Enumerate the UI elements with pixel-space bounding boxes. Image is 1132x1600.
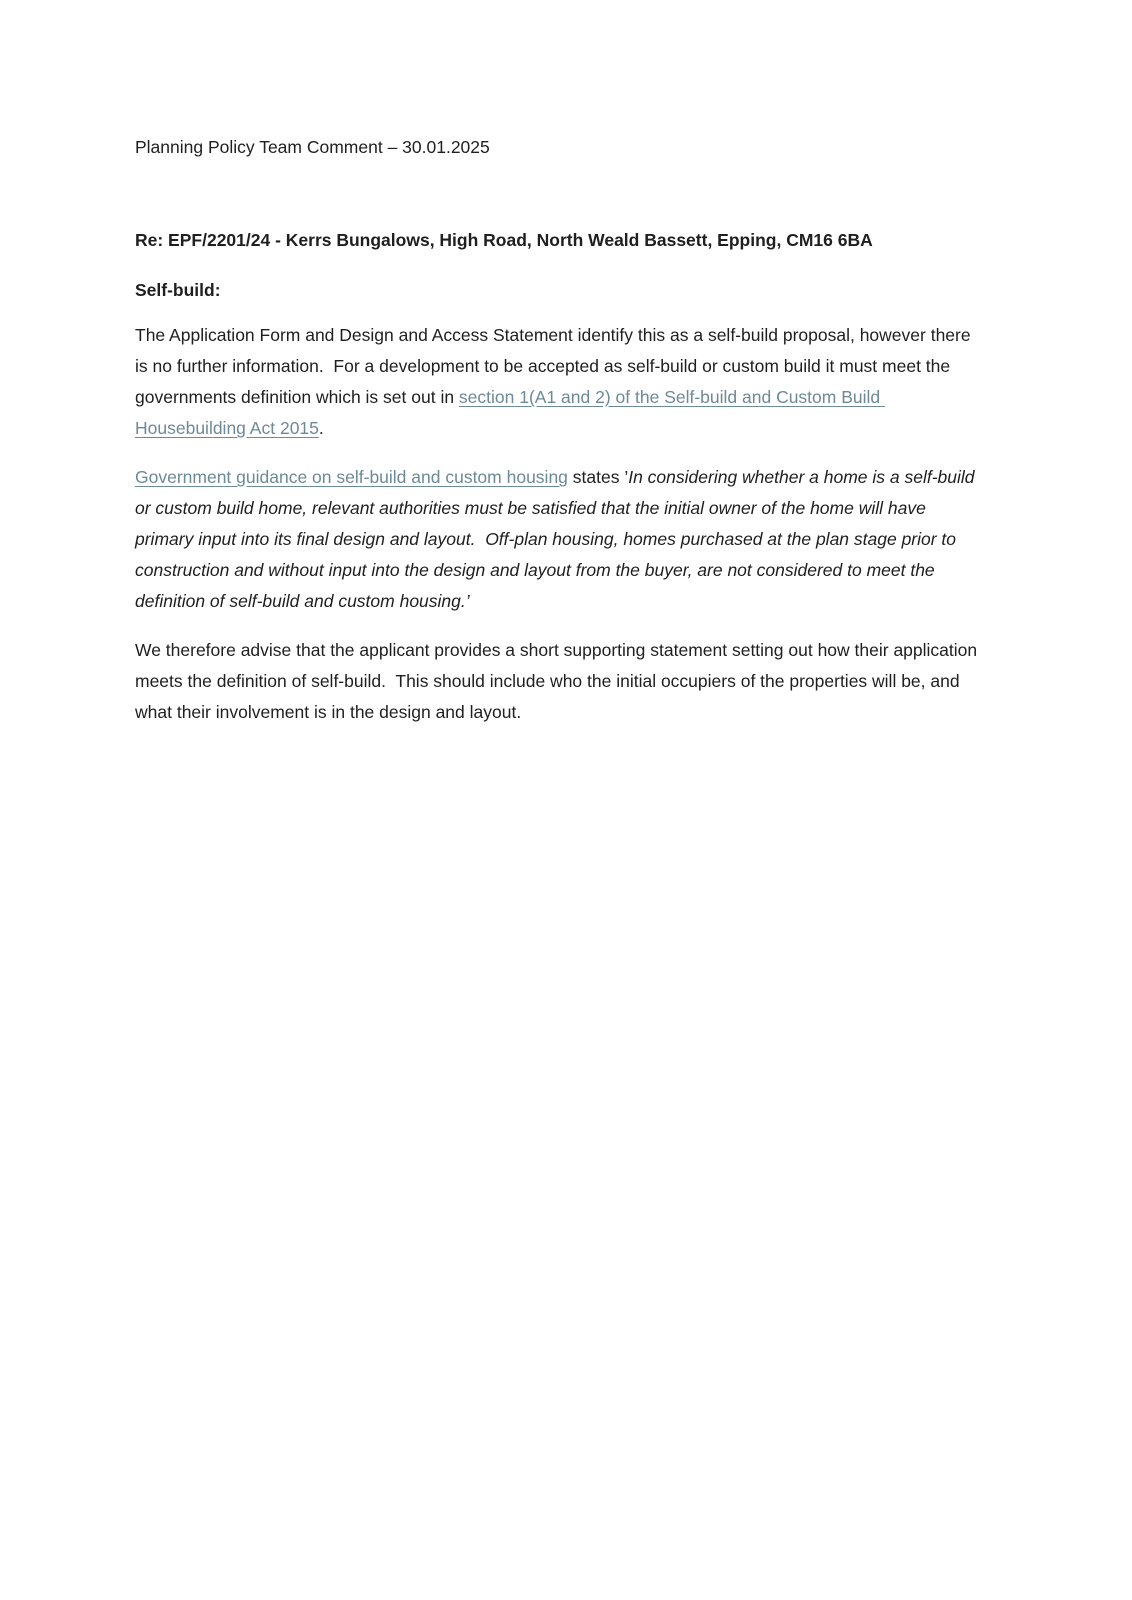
paragraph-government-guidance: [135, 462, 986, 617]
paragraph-text: The Application Form and Design and Access Statement identify this as a self-build proposal, however there is no further information. For a development to be accepted as self-build or custom build it must meet the governments definition which is set out in: [135, 325, 976, 407]
paragraph-advice: We therefore advise that the applicant provides a short supporting statement setting out how their application meets the definition of self-build. This should include who the initial occupiers of the properties will be, and what their involvement is in the design and layout.: [135, 640, 982, 722]
government-guidance-link[interactable]: Government guidance on self-build and custom housing: [135, 467, 568, 487]
paragraph-text: states ’: [567, 467, 629, 487]
paragraph-application-form: [135, 320, 986, 444]
document-title: Planning Policy Team Comment – 30.01.2025: [135, 137, 490, 157]
section-heading-self-build: Self-build:: [135, 280, 221, 300]
re-subject-heading: Re: EPF/2201/24 - Kerrs Bungalows, High Road, North Weald Bassett, Epping, CM16 6BA: [135, 230, 873, 250]
guidance-quote-text: In considering whether a home is a self-build or custom build home, relevant authorities must be satisfied that the initial owner of the home will have primary input into its final design and layout. Off-plan housing, homes purchased at the plan stage prior to construction and without input into the design and layout from the buyer, are not considered to meet the definition of self-build and custom housing.’: [135, 467, 980, 611]
selfbuild-act-link[interactable]: section 1(A1 and 2) of the Self-build and Custom Build Housebuilding Act 2015: [135, 387, 886, 438]
paragraph-text: .: [318, 418, 324, 438]
